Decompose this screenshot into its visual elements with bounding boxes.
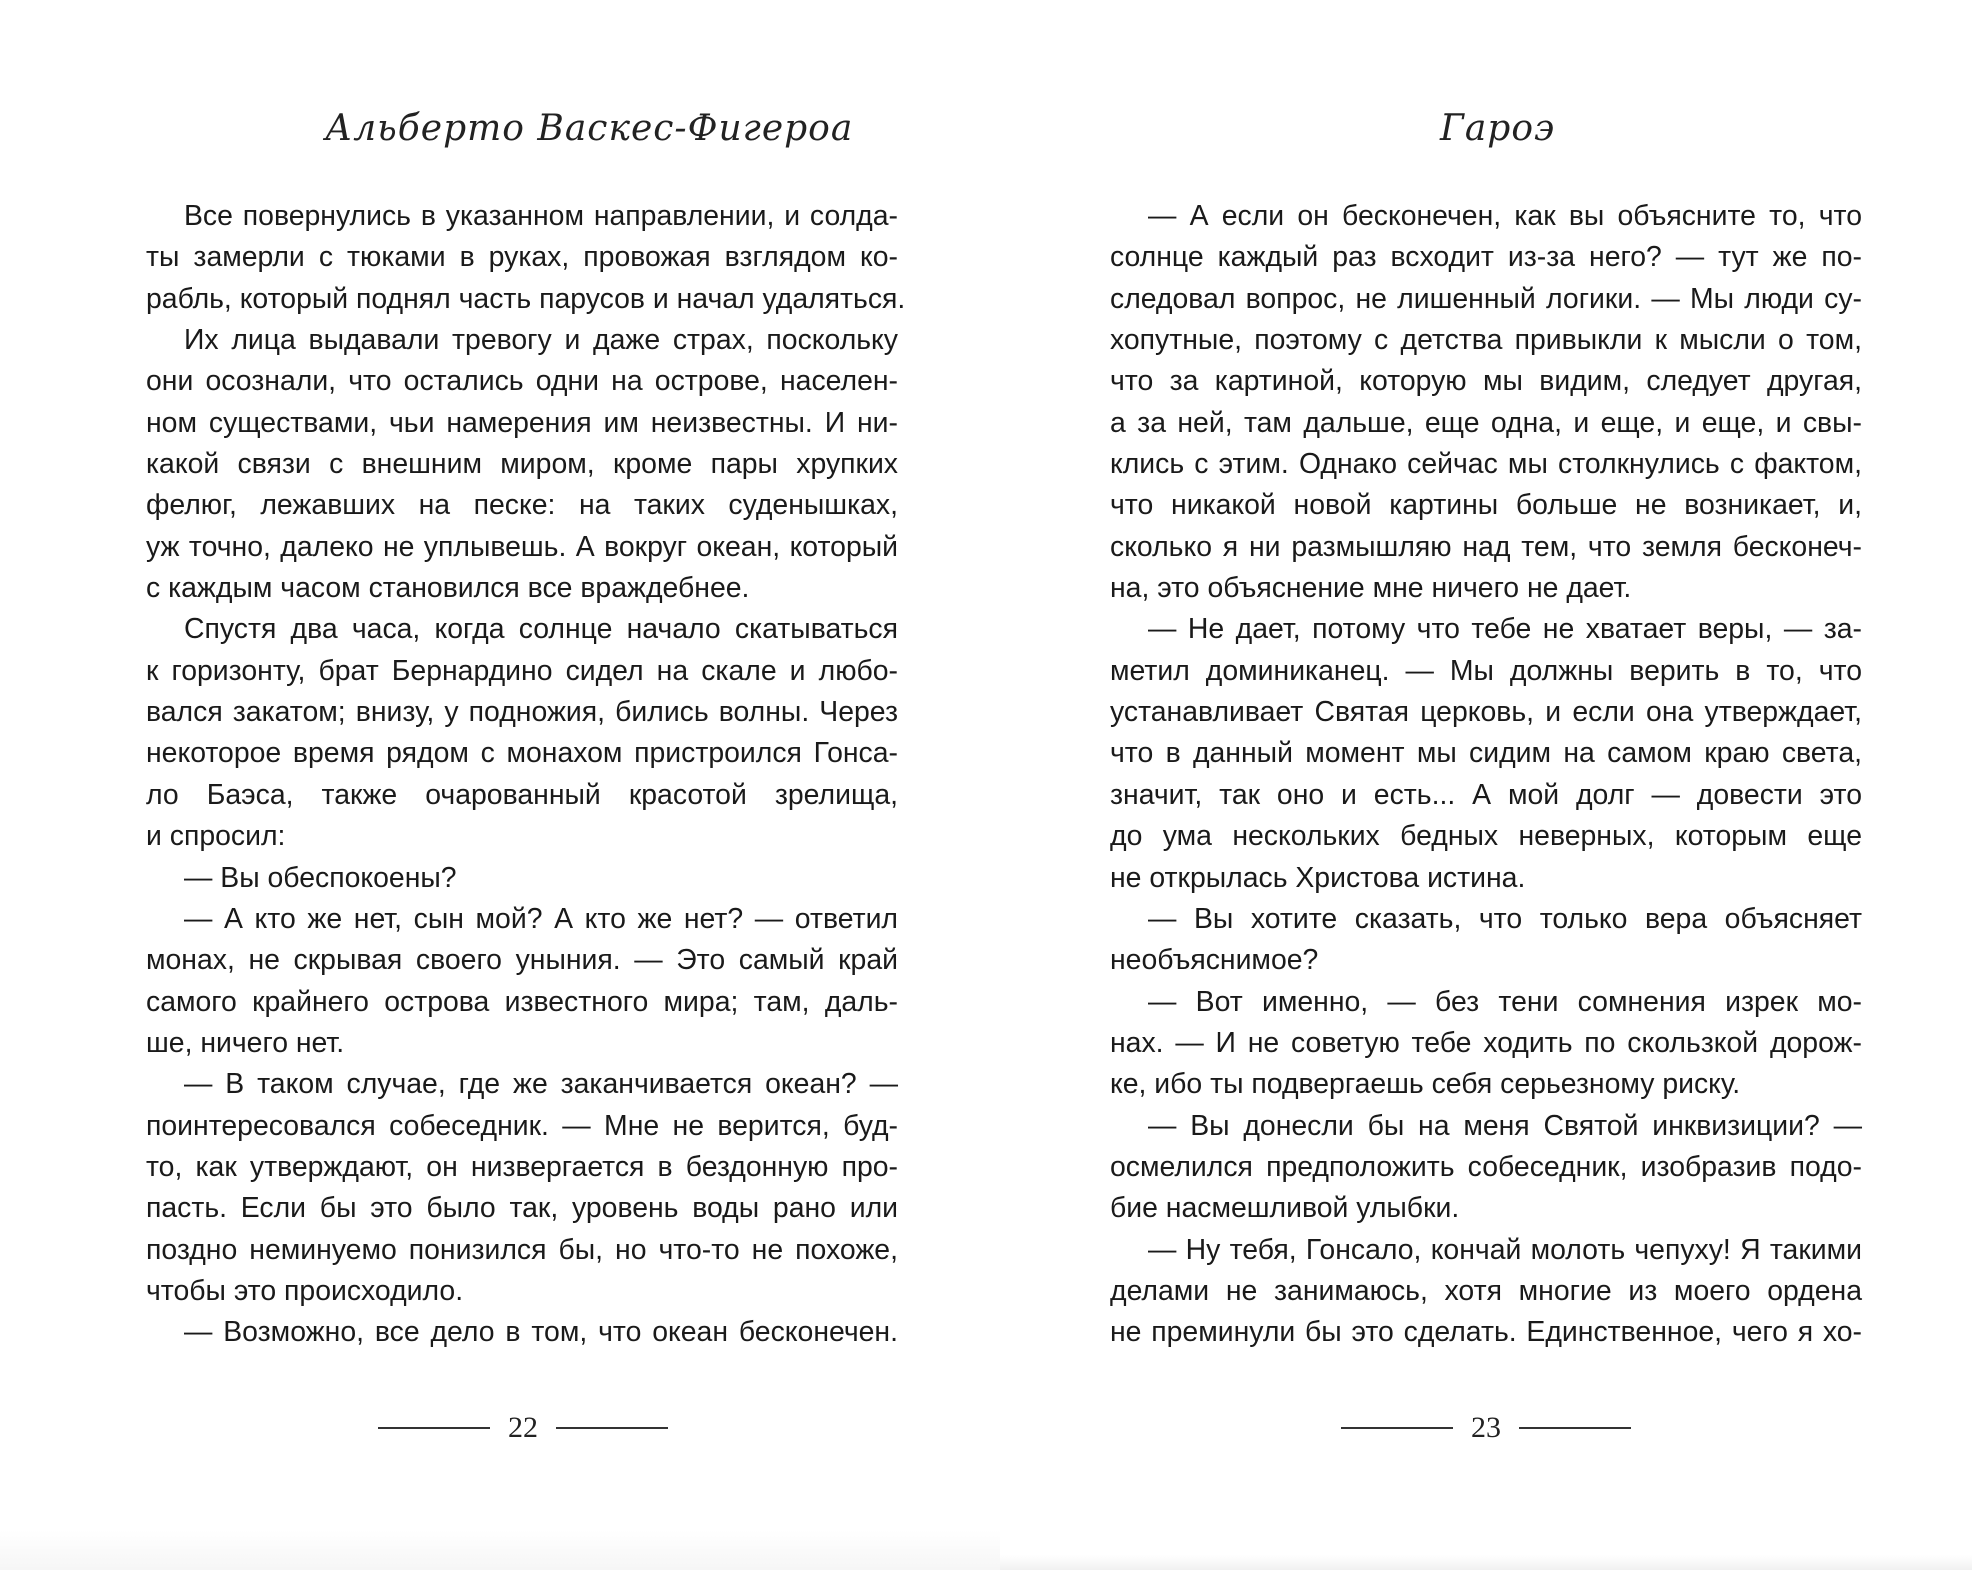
text-line: уж точно, далеко не уплывешь. А вокруг океан, который — [146, 530, 898, 563]
text-line: некоторое время рядом с монахом пристроился Гонса- — [146, 737, 898, 770]
page-folio-left — [378, 1408, 668, 1448]
page-edge-shadow — [0, 1530, 1000, 1570]
page-folio-right — [1341, 1408, 1631, 1448]
text-line: поинтересовался собеседник. — Мне не верится, буд- — [146, 1109, 898, 1142]
text-line: осмелился предположить собеседник, изобразив подо- — [1110, 1150, 1862, 1183]
text-line: делами не занимаюсь, хотя многие из моего ордена — [1110, 1274, 1862, 1307]
folio-rule-right — [1519, 1427, 1631, 1429]
text-line: следовал вопрос, не лишенный логики. — Мы люди су- — [1110, 282, 1862, 315]
text-line: Все повернулись в указанном направлении, и солда- — [184, 200, 898, 232]
right-page — [986, 0, 1972, 1570]
text-line: — Возможно, все дело в том, что океан бесконечен. — [184, 1316, 898, 1349]
text-line: поздно неминуемо понизился бы, но что-то не похоже, — [146, 1233, 898, 1266]
text-line: до ума нескольких бедных неверных, которым еще — [1110, 820, 1862, 853]
text-line: Их лица выдавали тревогу и даже страх, поскольку — [184, 324, 898, 357]
page-number: 22 — [508, 1411, 538, 1444]
text-line: ке, ибо ты подвергаешь себя серьезному риску. — [1110, 1068, 1741, 1101]
text-line: Спустя два часа, когда солнце начало скатываться — [184, 613, 898, 646]
text-line: бие насмешливой улыбки. — [1110, 1192, 1460, 1225]
text-line: солнце каждый раз всходит из-за него? — тут же по- — [1110, 241, 1862, 274]
text-line: не открылась Христова истина. — [1110, 861, 1526, 894]
running-head-author: Альберто Васкес-Фигероа — [325, 108, 854, 149]
text-line: устанавливает Святая церковь, и если она утверждает, — [1110, 696, 1862, 729]
text-line: клись с этим. Однако сейчас мы столкнулись с фактом, — [1110, 448, 1862, 481]
text-line: — А кто же нет, сын мой? А кто же нет? — ответил — [184, 902, 898, 935]
folio-rule-right — [556, 1427, 668, 1429]
text-line: рабль, который поднял часть парусов и начал удаляться. — [146, 282, 906, 315]
text-line: чтобы это происходило. — [146, 1274, 464, 1307]
text-line: хопутные, поэтому с детства привыкли к мысли о том, — [1110, 324, 1862, 357]
text-line: а за ней, там дальше, еще одна, и еще, и еще, и свы- — [1110, 406, 1862, 439]
text-line: то, как утверждают, он низвергается в бездонную про- — [146, 1150, 898, 1183]
text-line: вался закатом; внизу, у подножия, бились волны. Через — [146, 696, 898, 729]
text-line: они осознали, что остались одни на острове, населен- — [146, 365, 898, 398]
page-number: 23 — [1471, 1411, 1501, 1444]
text-line: ты замерли с тюками в руках, провожая взглядом ко- — [146, 241, 898, 274]
text-line: — А если он бесконечен, как вы объясните то, что — [1148, 200, 1862, 232]
text-line: и спросил: — [146, 820, 286, 853]
text-line: пасть. Если бы это было так, уровень воды рано или — [146, 1192, 898, 1225]
text-line: к горизонту, брат Бернардино сидел на скале и любо- — [146, 654, 898, 687]
right-text-block — [1110, 196, 1862, 1354]
text-line: — В таком случае, где же заканчивается океан? — — [184, 1068, 898, 1101]
text-line: необъяснимое? — [1110, 944, 1319, 977]
running-head-title: Гароэ — [1440, 108, 1556, 149]
left-text-block — [146, 196, 906, 1354]
text-line: метил доминиканец. — Мы должны верить в то, что — [1110, 654, 1862, 687]
text-line: — Вот именно, — без тени сомнения изрек мо- — [1148, 985, 1862, 1018]
text-line: какой связи с внешним миром, кроме пары хрупких — [146, 448, 898, 481]
text-line: нах. — И не советую тебе ходить по скользкой дорож- — [1110, 1026, 1862, 1059]
text-line: ше, ничего нет. — [146, 1026, 345, 1059]
text-line: — Вы донесли бы на меня Святой инквизиции? — — [1148, 1109, 1862, 1142]
text-line: на, это объяснение мне ничего не дает. — [1110, 572, 1632, 605]
text-line: — Не дает, потому что тебе не хватает веры, — за- — [1148, 613, 1862, 646]
text-line: что в данный момент мы сидим на самом краю света, — [1110, 737, 1862, 770]
text-line: монах, не скрывая своего уныния. — Это самый край — [146, 944, 898, 977]
text-line: самого крайнего острова известного мира; там, даль- — [146, 985, 898, 1018]
text-line: с каждым часом становился все враждебнее. — [146, 572, 750, 605]
text-line: — Вы обеспокоены? — [184, 861, 457, 894]
text-line: — Ну тебя, Гонсало, кончай молоть чепуху! Я такими — [1148, 1233, 1862, 1266]
text-line: фелюг, лежавших на песке: на таких суденышках, — [146, 489, 898, 522]
text-line: ло Баэса, также очарованный красотой зрелища, — [146, 778, 898, 811]
text-line: не преминули бы это сделать. Единственное, чего я хо- — [1110, 1316, 1862, 1349]
folio-rule-left — [378, 1427, 490, 1429]
text-line: ном существами, чьи намерения им неизвестны. И ни- — [146, 406, 898, 439]
text-line: сколько я ни размышляю над тем, что земля бесконеч- — [1110, 530, 1862, 563]
text-line: — Вы хотите сказать, что только вера объясняет — [1148, 902, 1862, 935]
folio-rule-left — [1341, 1427, 1453, 1429]
page-edge-shadow — [1000, 1555, 1972, 1570]
text-line: значит, так оно и есть... А мой долг — довести это — [1110, 778, 1862, 811]
text-line: что за картиной, которую мы видим, следует другая, — [1110, 365, 1862, 398]
text-line: что никакой новой картины больше не возникает, и, — [1110, 489, 1862, 522]
